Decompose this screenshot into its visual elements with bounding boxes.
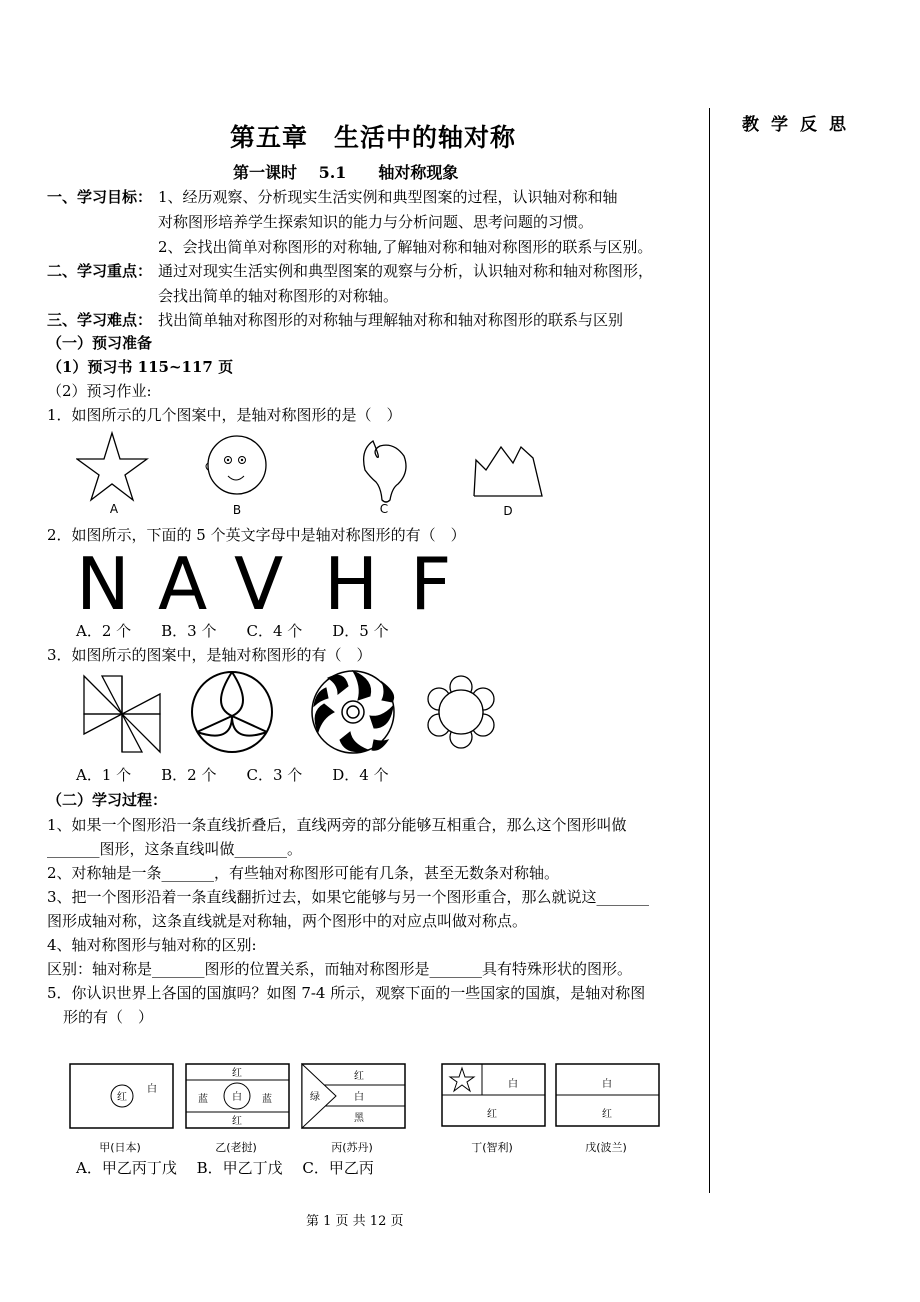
flag-chile bbox=[442, 1064, 545, 1126]
svg-text:白: 白 bbox=[602, 1079, 612, 1090]
preview-homework: （2）预习作业: bbox=[47, 382, 152, 400]
objectives-label: 一、学习目标： bbox=[47, 188, 153, 206]
process-2: 2、对称轴是一条_______，有些轴对称图形可能有几条，甚至无数条对称轴。 bbox=[47, 864, 560, 882]
flag-laos bbox=[186, 1064, 289, 1128]
svg-text:白: 白 bbox=[232, 1092, 242, 1103]
peach-shape bbox=[364, 441, 406, 502]
caption-chile: 丁(智利) bbox=[471, 1141, 513, 1154]
svg-text:白: 白 bbox=[147, 1084, 157, 1095]
q3-options: A．1 个 B．2 个 C．3 个 D．4 个 bbox=[76, 766, 389, 784]
difficulties-line1: 找出简单轴对称图形的对称轴与理解轴对称和轴对称图形的联系与区别 bbox=[158, 311, 624, 329]
process-3b: 图形成轴对称，这条直线就是对称轴，两个图形中的对应点叫做对称点。 bbox=[47, 912, 528, 930]
objectives-line1: 1、经历观察、分析现实生活实例和典型图案的过程，认识轴对称和轴 bbox=[158, 188, 618, 206]
objectives-line3: 2、会找出简单对称图形的对称轴,了解轴对称和轴对称图形的联系与区别。 bbox=[158, 238, 653, 256]
q1-label-a: A bbox=[109, 502, 119, 516]
svg-text:红: 红 bbox=[602, 1109, 612, 1120]
q1-figures bbox=[76, 430, 556, 520]
q2-options: A．2 个 B．3 个 C．4 个 D．5 个 bbox=[76, 622, 389, 640]
process-5b: 形的有（ ） bbox=[63, 1008, 154, 1026]
caption-poland: 戊(波兰) bbox=[585, 1141, 627, 1154]
svg-text:白: 白 bbox=[508, 1079, 518, 1090]
question-3: 3．如图所示的图案中，是轴对称图形的有（ ） bbox=[47, 646, 372, 664]
letter-n: N bbox=[76, 542, 130, 626]
pinwheel-shape bbox=[84, 676, 160, 752]
flag-sudan bbox=[302, 1064, 405, 1128]
preview-book: （1）预习书 115~117 页 bbox=[47, 358, 234, 376]
caption-japan: 甲(日本) bbox=[99, 1141, 141, 1154]
svg-text:蓝: 蓝 bbox=[198, 1094, 208, 1105]
q1-label-d: D bbox=[503, 504, 513, 518]
caption-laos: 乙(老挝) bbox=[215, 1141, 257, 1154]
keypoints-label: 二、学习重点： bbox=[47, 262, 153, 280]
difficulties-label: 三、学习难点： bbox=[47, 311, 153, 329]
question-1: 1．如图所示的几个图案中，是轴对称图形的是（ ） bbox=[47, 406, 402, 424]
svg-text:白: 白 bbox=[354, 1092, 364, 1103]
question-2: 2．如图所示，下面的 5 个英文字母中是轴对称图形的有（ ） bbox=[47, 526, 466, 544]
star-shape bbox=[77, 433, 147, 500]
process-1a: 1、如果一个图形沿一条直线折叠后，直线两旁的部分能够互相重合，那么这个图形叫做 bbox=[47, 816, 627, 834]
letter-f: F bbox=[410, 542, 452, 626]
fan-circle bbox=[312, 671, 394, 753]
process-5a: 5．你认识世界上各国的国旗吗？如图 7-4 所示，观察下面的一些国家的国旗，是轴对称图 bbox=[47, 984, 646, 1002]
process-4b: 区别：轴对称是_______图形的位置关系，而轴对称图形是_______具有特殊形状的图形。 bbox=[47, 960, 633, 978]
reflection-heading: 教学反思 bbox=[742, 115, 858, 135]
q3-figures bbox=[82, 666, 512, 762]
objectives-line2: 对称图形培养学生探索知识的能力与分析问题、思考问题的习惯。 bbox=[158, 213, 594, 231]
letter-a: A bbox=[158, 542, 208, 626]
three-arc-circle bbox=[192, 672, 272, 752]
flag-poland bbox=[556, 1064, 659, 1126]
svg-text:蓝: 蓝 bbox=[262, 1094, 272, 1105]
flag-options: A．甲乙丙丁戊 B．甲乙丁戊 C．甲乙丙 bbox=[76, 1159, 374, 1177]
page-footer: 第 1 页 共 12 页 bbox=[306, 1214, 404, 1229]
flags-figure bbox=[66, 1060, 666, 1160]
q1-label-b: B bbox=[232, 503, 242, 517]
process-1b: _______图形，这条直线叫做_______。 bbox=[47, 840, 303, 858]
keypoints-line2: 会找出简单的轴对称图形的对称轴。 bbox=[158, 287, 399, 305]
process-4: 4、轴对称图形与轴对称的区别: bbox=[47, 936, 257, 954]
svg-text:红: 红 bbox=[232, 1116, 242, 1127]
svg-text:红: 红 bbox=[354, 1071, 364, 1082]
preview-heading: （一）预习准备 bbox=[47, 334, 153, 352]
caption-sudan: 丙(苏丹) bbox=[331, 1141, 373, 1154]
smiley-face bbox=[208, 436, 266, 494]
q1-label-c: C bbox=[379, 502, 389, 516]
margin-divider bbox=[709, 108, 710, 1193]
svg-text:红: 红 bbox=[232, 1068, 242, 1079]
svg-text:红: 红 bbox=[117, 1092, 127, 1103]
flag-japan bbox=[70, 1064, 173, 1128]
process-heading: （二）学习过程： bbox=[47, 791, 168, 809]
svg-text:黑: 黑 bbox=[354, 1113, 364, 1124]
svg-text:绿: 绿 bbox=[310, 1092, 320, 1103]
letter-h: H bbox=[324, 542, 379, 626]
flower-shape bbox=[428, 676, 494, 748]
process-3a: 3、把一个图形沿着一条直线翻折过去，如果它能够与另一个图形重合，那么就说这_______ bbox=[47, 888, 650, 906]
keypoints-line1: 通过对现实生活实例和典型图案的观察与分析，认识轴对称和轴对称图形， bbox=[158, 262, 654, 280]
crown-shape bbox=[474, 447, 542, 496]
letter-v: V bbox=[234, 542, 284, 626]
star-icon bbox=[450, 1068, 474, 1091]
lesson-title: 第一课时 5.1 轴对称现象 bbox=[233, 163, 459, 182]
svg-text:红: 红 bbox=[487, 1109, 497, 1120]
chapter-title: 第五章 生活中的轴对称 bbox=[230, 123, 517, 152]
